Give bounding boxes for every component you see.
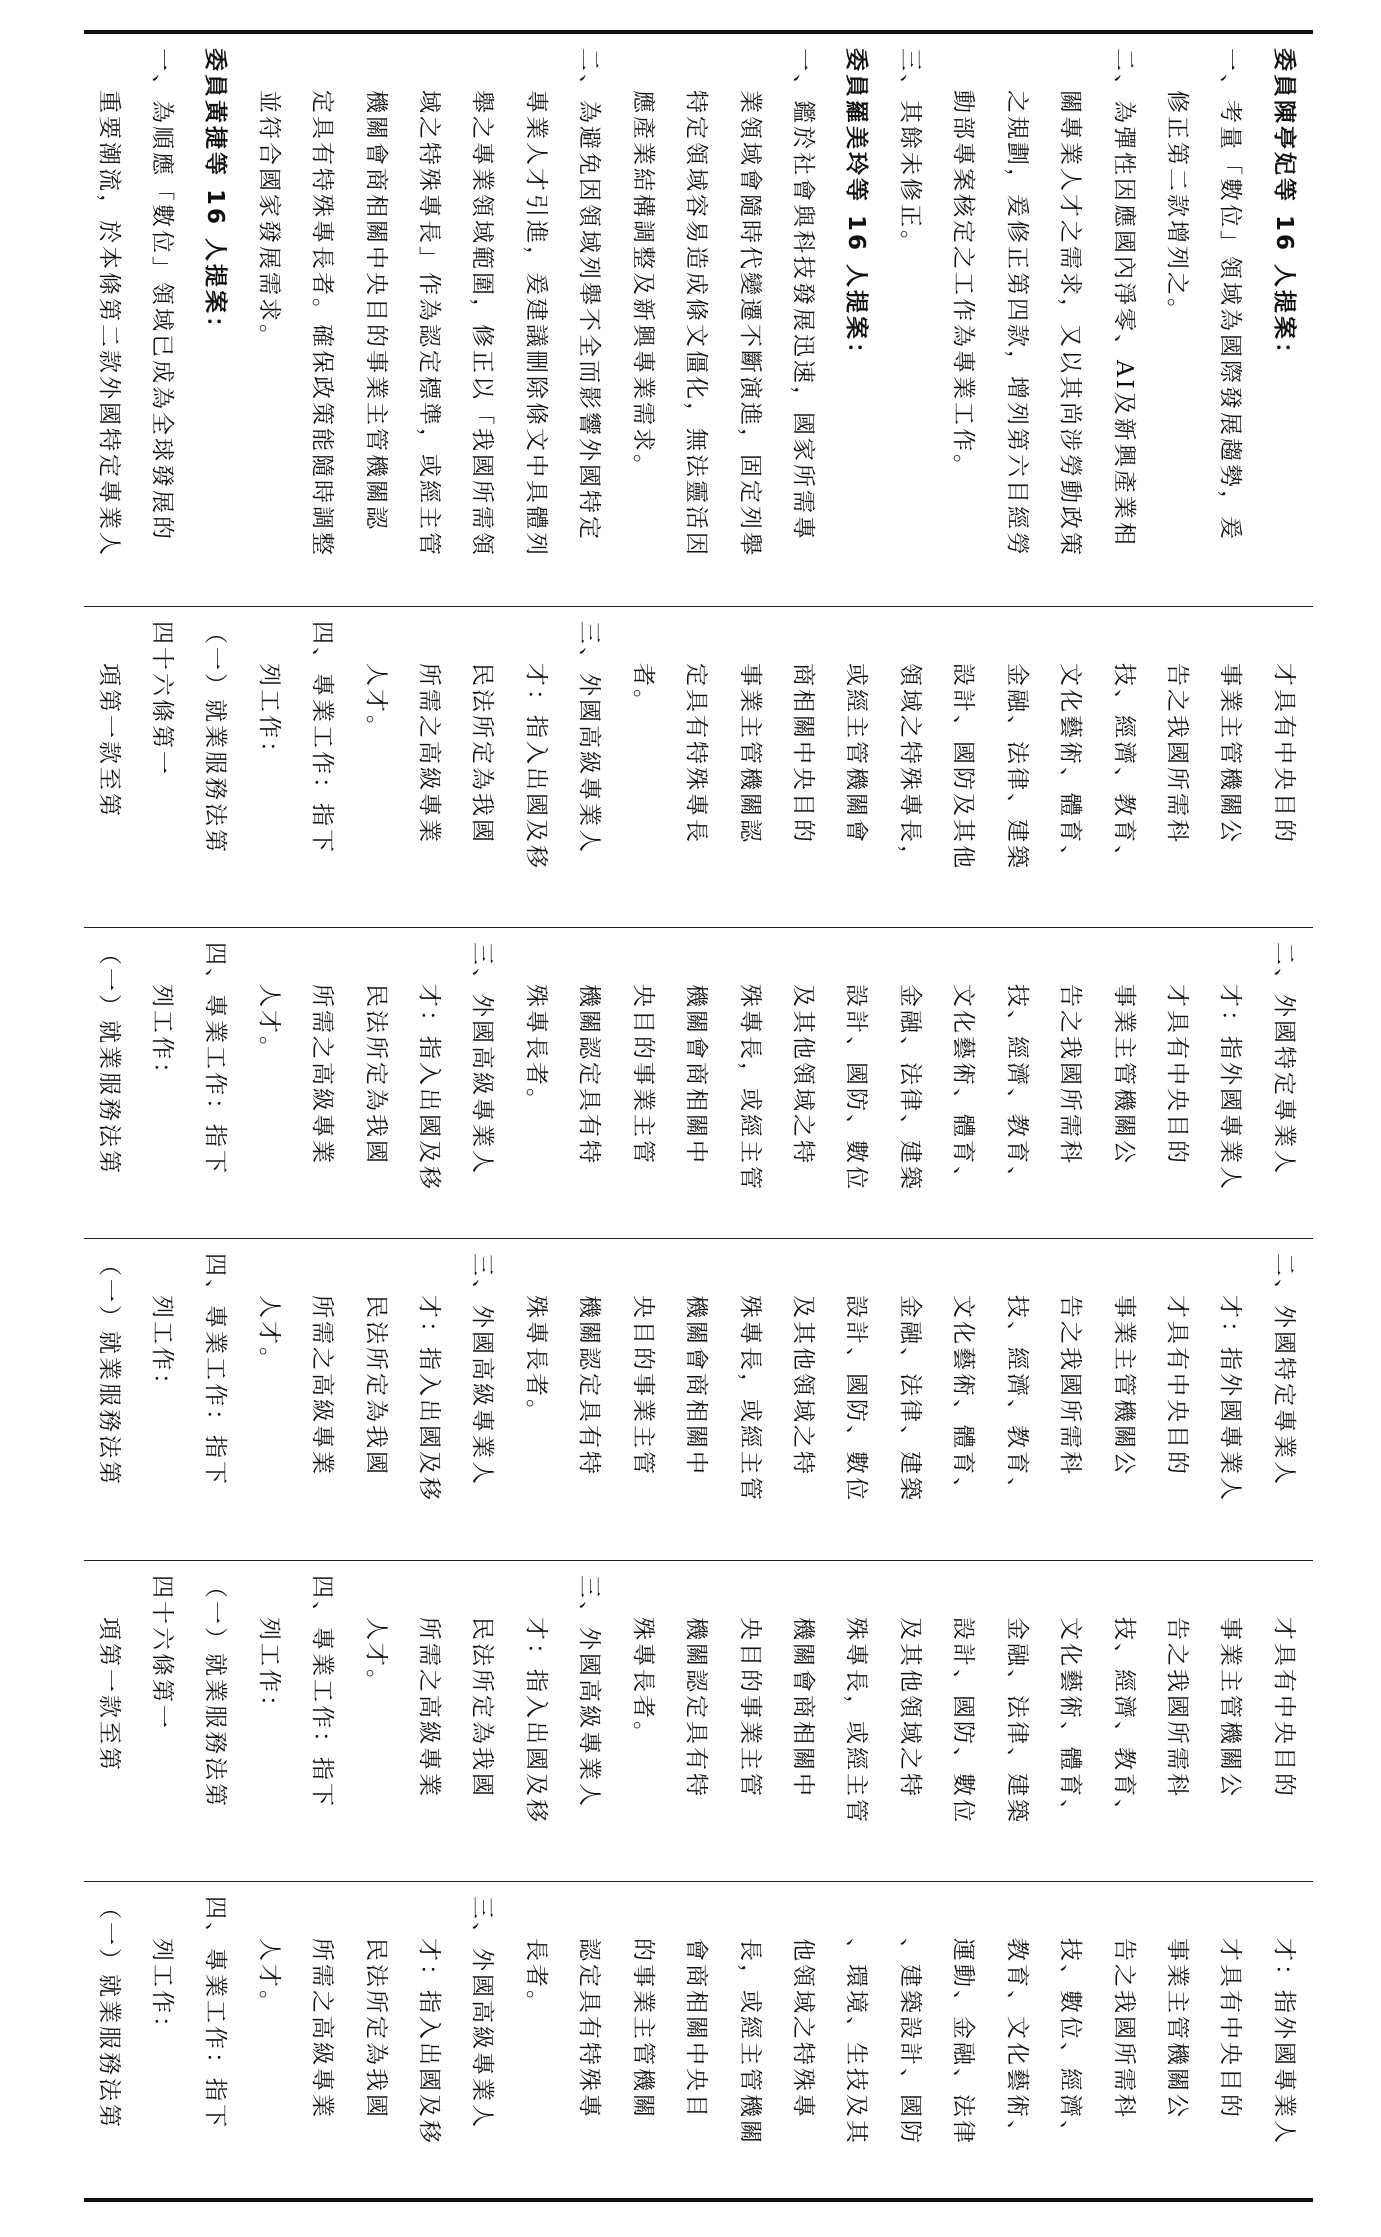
text-line: 所需之高級專業 [309,1295,336,1477]
text-line: 技、經濟、教育、 [1003,1295,1030,1503]
text-line: 機關會商相關中央目的事業主管機關認 [362,90,389,532]
text-line: 民法所定為我國 [362,984,389,1166]
text-line: 業領域會隨時代變遷不斷演進，固定列舉 [736,90,763,558]
text-line: 才具有中央目的 [1217,1938,1244,2120]
text-line: 人才。 [362,1617,389,1695]
text-line: 技、經濟、教育、 [1003,984,1030,1192]
text-line: 認定具有特殊專 [576,1938,603,2120]
text-line: 委員陳亭妃等 16 人提案： [1270,48,1297,369]
text-line: 殊專長，或經主管 [843,1617,870,1825]
text-line: 二、外國特定專業人 [1270,1253,1297,1487]
text-line: 或經主管機關會 [843,663,870,845]
text-line: 金融、法律、建築 [896,1295,923,1503]
text-line: 才：指外國專業人 [1217,984,1244,1192]
text-line: 定具有特殊專長者。確保政策能隨時調整 [309,90,336,558]
text-line: 機關會商相關中 [790,1617,816,1799]
text-line: 、建築設計、國防 [896,1938,923,2146]
text-line: 才：指入出國及移 [416,1295,443,1503]
section-current-text [84,607,1313,927]
section-proposal-a [84,928,1313,1238]
text-line: 域之特殊專長」作為認定標準，或經主管 [416,90,443,558]
text-line: 民法所定為我國 [362,1938,389,2120]
text-line: 長，或經主管機關 [736,1938,763,2146]
text-line: 事業主管機關公 [1163,1938,1190,2120]
text-line: 文化藝術、體育、 [1057,1617,1084,1825]
text-line: 機關認定具有特 [576,984,603,1166]
text-line: 殊專長者。 [522,1295,549,1425]
text-line: 機關會商相關中 [683,984,710,1166]
text-line: 四、專業工作：指下 [202,1896,229,2130]
text-line: 告之我國所需科 [1163,663,1190,845]
text-line: 應產業結構調整及新興專業需求。 [629,90,656,480]
text-line: 央目的事業主管 [629,1295,656,1477]
text-line: 之規劃，爰修正第四款，增列第六目經勞 [1003,90,1030,558]
text-line: 列工作： [148,1938,175,2042]
text-line: 列工作： [148,984,175,1088]
text-line: 機關會商相關中 [683,1295,710,1477]
text-line: 三、外國高級專業人 [469,1896,496,2130]
text-line: 央目的事業主管 [629,984,656,1166]
text-line: 機關認定具有特 [683,1617,710,1799]
section-proposal-d [84,1882,1313,2198]
section-proposal-b [84,1239,1313,1560]
text-line: 四、專業工作：指下 [309,621,336,855]
text-line: 設計、國防、數位 [843,984,870,1192]
text-line: （一）就業服務法第 [95,1896,122,2130]
text-line: 領域之特殊專長， [896,663,923,871]
text-line: 技、經濟、教育、 [1110,1617,1137,1825]
text-line: 二、外國特定專業人 [1270,942,1297,1176]
text-line: 機關認定具有特 [576,1295,603,1477]
text-line: 事業主管機關公 [1217,663,1244,845]
text-line: 告之我國所需科 [1163,1617,1190,1799]
text-line: 金融、法律、建築 [896,984,923,1192]
text-line: 民法所定為我國 [469,663,496,845]
text-line: 民法所定為我國 [362,1295,389,1477]
text-line: 文化藝術、體育、 [950,1295,977,1503]
text-line: 動部專案核定之工作為專業工作。 [950,90,977,480]
text-line: 並符合國家發展需求。 [255,90,282,350]
text-line: 殊專長，或經主管 [736,984,763,1192]
text-line: 才具有中央目的 [1163,1295,1190,1477]
text-line: 四十六條第一 [148,1575,175,1731]
text-line: 一、為順應「數位」領域已成為全球發展的 [148,48,175,542]
text-line: 四、專業工作：指下 [202,942,229,1176]
text-line: 所需之高級專業 [309,984,336,1166]
text-line: 者。 [629,663,656,715]
text-line: 文化藝術、體育、 [1057,663,1084,871]
text-line: 專業人才引進，爰建議刪除條文中具體列 [522,90,549,558]
text-line: 才具有中央目的 [1270,1617,1297,1799]
text-line: 委員黃捷等 16 人提案： [202,48,229,343]
text-line: 才：指入出國及移 [522,663,549,871]
text-line: 事業主管機關公 [1217,1617,1244,1799]
text-line: 及其他領域之特 [896,1617,923,1799]
text-line: 設計、國防、數位 [843,1295,870,1503]
text-line: 修正第二款增列之。 [1163,90,1190,324]
text-line: 才：指入出國及移 [416,984,443,1192]
text-line: 才：指入出國及移 [522,1617,549,1825]
section-proposal-c [84,1561,1313,1881]
text-line: 商相關中央目的 [790,663,816,845]
text-line: 特定領域容易造成條文僵化，無法靈活因 [683,90,710,558]
text-line: 教育、文化藝術、 [1003,1938,1030,2146]
text-line: 才：指外國專業人 [1270,1938,1297,2146]
text-line: 所需之高級專業 [309,1938,336,2120]
text-line: 金融、法律、建築 [1003,663,1030,871]
text-line: 、環境、生技及其 [843,1938,870,2146]
text-line: 殊專長，或經主管 [736,1295,763,1503]
text-line: 殊專長者。 [629,1617,656,1747]
text-line: 列工作： [255,1617,282,1721]
text-line: 三、外國高級專業人 [469,1253,496,1487]
text-line: 所需之高級專業 [416,663,443,845]
text-line: 列工作： [255,663,282,767]
text-line: 項第一款至第 [95,1617,122,1773]
text-line: 人才。 [255,1295,282,1373]
text-line: 他領域之特殊專 [790,1938,816,2120]
text-line: 三、外國高級專業人 [576,1575,603,1809]
text-line: 告之我國所需科 [1057,984,1084,1166]
text-line: 人才。 [362,663,389,741]
text-line: 技、數位、經濟、 [1057,1938,1084,2146]
text-line: 四、專業工作：指下 [202,1253,229,1487]
text-line: 會商相關中央目 [683,1938,710,2120]
text-line: 項第一款至第 [95,663,122,819]
text-line: 三、外國高級專業人 [576,621,603,855]
text-line: 事業主管機關公 [1110,984,1137,1166]
text-line: 告之我國所需科 [1057,1295,1084,1477]
text-line: 長者。 [522,1938,549,2016]
text-line: 設計、國防及其他 [950,663,977,871]
text-line: 事業主管機關認 [736,663,763,845]
text-line: 央目的事業主管 [736,1617,763,1799]
text-line: 告之我國所需科 [1110,1938,1137,2120]
text-line: 才具有中央目的 [1163,984,1190,1166]
text-line: 及其他領域之特 [790,1295,816,1477]
text-line: 才：指外國專業人 [1217,1295,1244,1503]
text-line: 才：指入出國及移 [416,1938,443,2146]
text-line: 關專業人才之需求，又以其尚涉勞動政策 [1057,90,1084,558]
text-line: 殊專長者。 [522,984,549,1114]
text-line: 民法所定為我國 [469,1617,496,1799]
text-line: 金融、法律、建築 [1003,1617,1030,1825]
text-line: 技、經濟、教育、 [1110,663,1137,871]
text-line: 定具有特殊專長 [683,663,710,845]
text-line: 一、考量「數位」領域為國際發展趨勢，爰 [1217,48,1244,542]
bottom-rule [84,2198,1313,2202]
text-line: （一）就業服務法第 [95,942,122,1176]
text-line: 三、其餘未修正。 [896,48,923,256]
text-line: 三、外國高級專業人 [469,942,496,1176]
text-line: （一）就業服務法第 [95,1253,122,1487]
text-line: 委員羅美玲等 16 人提案： [843,48,870,369]
text-line: 人才。 [255,1938,282,2016]
text-line: 設計、國防、數位 [950,1617,977,1825]
text-line: 及其他領域之特 [790,984,816,1166]
text-line: 所需之高級專業 [416,1617,443,1799]
text-line: 運動、金融、法律 [950,1938,977,2146]
text-line: 文化藝術、體育、 [950,984,977,1192]
text-line: 重要潮流，於本條第二款外國特定專業人 [95,90,122,558]
text-line: （一）就業服務法第 [202,1575,229,1809]
text-line: 的事業主管機關 [629,1938,656,2120]
text-line: （一）就業服務法第 [202,621,229,855]
text-line: 人才。 [255,984,282,1062]
text-line: 舉之專業領域範圍，修正以「我國所需領 [469,90,496,558]
text-line: 二、為避免因領域列舉不全而影響外國特定 [576,48,603,542]
text-line: 二、為彈性因應國內淨零、AI及新興產業相 [1110,48,1137,548]
text-line: 列工作： [148,1295,175,1399]
text-line: 四、專業工作：指下 [309,1575,336,1809]
section-explanation [84,34,1313,606]
text-line: 四十六條第一 [148,621,175,777]
text-line: 一、鑑於社會與科技發展迅速，國家所需專 [790,48,816,542]
text-line: 才具有中央目的 [1270,663,1297,845]
text-line: 事業主管機關公 [1110,1295,1137,1477]
